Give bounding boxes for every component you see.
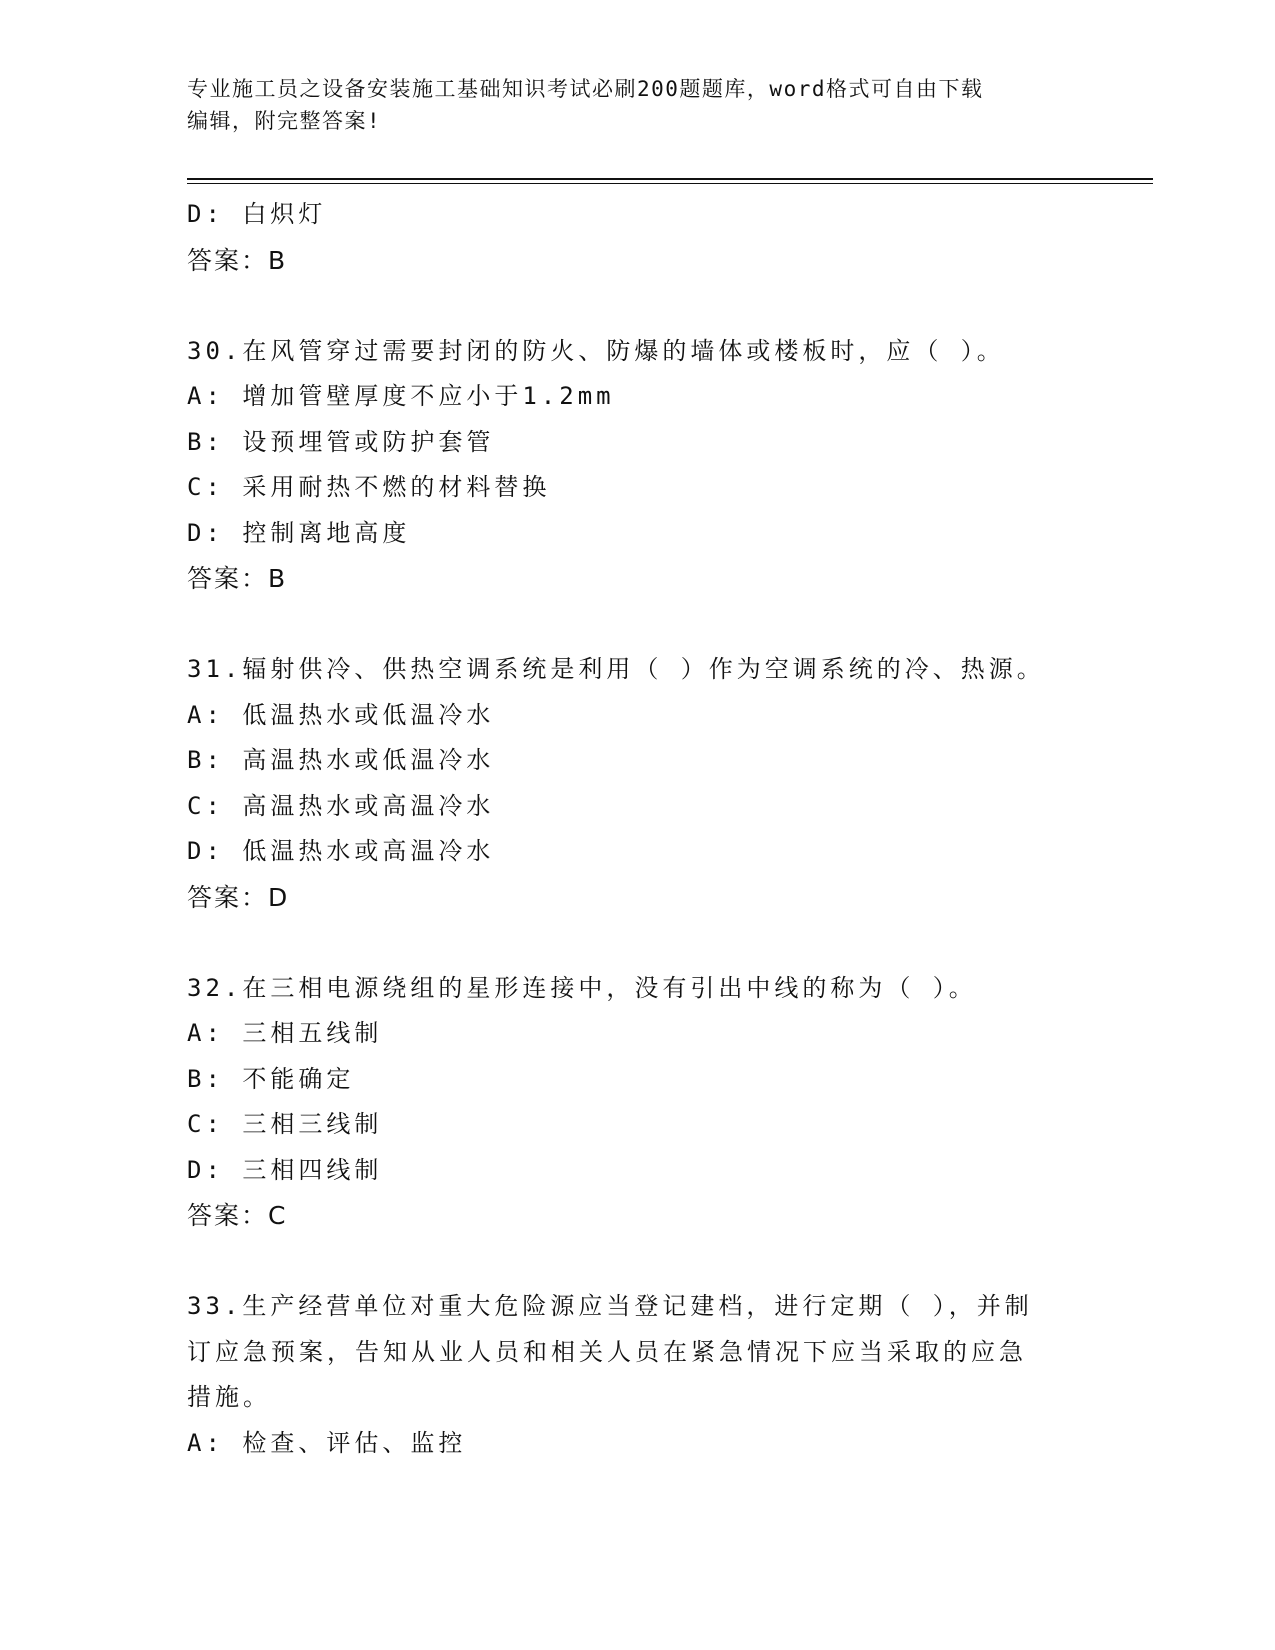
answer: 答案：B [187, 245, 288, 275]
header-line-2: 编辑，附完整答案! [187, 109, 382, 133]
answer: 答案：C [187, 1201, 288, 1230]
option-a: A: 检查、评估、监控 [187, 1428, 467, 1457]
option-d: D: 低温热水或高温冷水 [187, 837, 495, 865]
document-header [187, 73, 1087, 137]
option-c: C: 三相三线制 [187, 1110, 383, 1138]
answer: 答案：B [187, 564, 288, 593]
spacer [187, 1239, 1087, 1285]
document-body [187, 192, 1087, 1466]
option-b: B: 高温热水或低温冷水 [187, 746, 495, 774]
header-line-1: 专业施工员之设备安装施工基础知识考试必刷200题题库，word格式可自由下载 [187, 77, 984, 101]
spacer [187, 920, 1087, 966]
question-stem: 31.辐射供冷、供热空调系统是利用（ ）作为空调系统的冷、热源。 [187, 655, 1045, 683]
option-a: A: 低温热水或低温冷水 [187, 700, 495, 729]
question-stem: 30.在风管穿过需要封闭的防火、防爆的墙体或楼板时，应（ ）。 [187, 336, 1005, 365]
option-b: B: 设预埋管或防护套管 [187, 427, 495, 456]
option-d: D: 白炽灯 [187, 200, 327, 228]
question-stem-line-2: 订应急预案，告知从业人员和相关人员在紧急情况下应当采取的应急 [187, 1337, 1027, 1366]
spacer [187, 283, 1087, 329]
option-c: C: 高温热水或高温冷水 [187, 791, 495, 820]
option-c: C: 采用耐热不燃的材料替换 [187, 473, 551, 501]
question-stem-line-1: 33.生产经营单位对重大危险源应当登记建档，进行定期（ ），并制 [187, 1292, 1033, 1320]
option-a: A: 三相五线制 [187, 1019, 383, 1047]
question-33 [187, 1284, 1087, 1466]
option-d: D: 三相四线制 [187, 1155, 383, 1184]
spacer [187, 602, 1087, 648]
answer: 答案：D [187, 882, 290, 912]
option-d: D: 控制离地高度 [187, 518, 411, 547]
header-rule-thick [187, 178, 1153, 180]
question-30 [187, 329, 1087, 602]
option-a: A: 增加管壁厚度不应小于1.2mm [187, 382, 615, 410]
option-b: B: 不能确定 [187, 1064, 355, 1093]
question-31 [187, 647, 1087, 920]
header-rule-thin [187, 183, 1153, 184]
question-stem-line-3: 措施。 [187, 1383, 271, 1411]
question-32 [187, 966, 1087, 1239]
question-stem: 32.在三相电源绕组的星形连接中，没有引出中线的称为（ ）。 [187, 973, 977, 1002]
